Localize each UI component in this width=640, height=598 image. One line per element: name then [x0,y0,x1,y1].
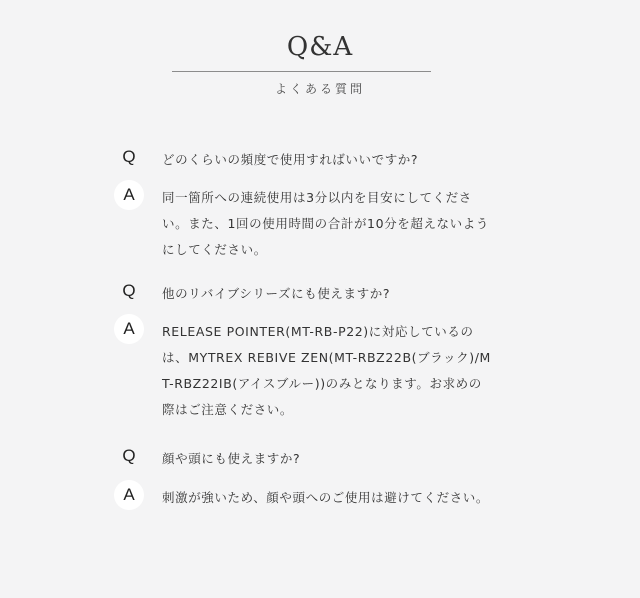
answer-marker: A [114,480,144,510]
answer-marker: A [114,314,144,344]
question-text: 顔や頭にも使えますか? [162,451,301,466]
question-text: 他のリバイブシリーズにも使えますか? [162,286,391,301]
page-subtitle: よくある質問 [274,82,365,96]
question-marker: Q [122,147,136,166]
answer-text: 同一箇所への連続使用は3分以内を目安にしてください。また、1回の使用時間の合計が10分を超えないようにしてください。 [162,190,489,257]
question-marker: Q [122,446,136,465]
answer-text: 刺激が強いため、顔や頭へのご使用は避けてください。 [162,490,490,505]
question-text: どのくらいの頻度で使用すればいいですか? [162,152,419,167]
answer-text: RELEASE POINTER(MT-RB-P22)に対応しているのは、MYTREX REBIVE ZEN(MT-RBZ22B(ブラック)/MT-RBZ22IB(アイスブルー))のみとなります。お求めの際はご注意ください。 [162,324,491,417]
page-title: Q&A [286,32,354,62]
question-marker: Q [122,281,136,300]
answer-marker: A [114,180,144,210]
